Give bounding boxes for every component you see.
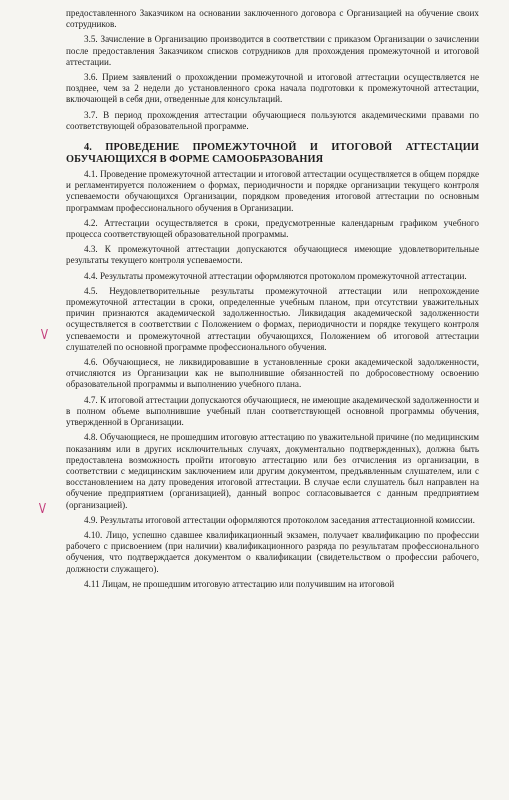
paragraph-3-7: 3.7. В период прохождения аттестации обучающиеся пользуются академическими правами по соответствующей образовательной программе. <box>66 109 479 131</box>
paragraph-4-9: 4.9. Результаты итоговой аттестации оформляются протоколом заседания аттестационной комиссии. <box>84 514 475 525</box>
paragraph-continuation: предоставленного Заказчиком на основании заключенного договора с Организацией на обучение своих сотрудников. <box>66 8 479 30</box>
paragraph-4-5: 4.5. Неудовлетворительные результаты промежуточной аттестации или непрохождение промежуточной аттестации в сроки, определенные учебным планом, при отсутствии уважительных причин признаются академической задолженностью. Ликвидация академической задолженности осуществляется в соответствии с Положением о формах, периодичности и порядке текущего контроля успеваемости и промежуточной аттестации обучающихся, Положением об итоговой аттестации слушателей по основной программе профессионального обучения. <box>66 285 479 352</box>
paragraph-3-6: 3.6. Прием заявлений о прохождении промежуточной и итоговой аттестации осуществляется не позднее, чем за 2 недели до установленного срока начала подготовки к промежуточной аттестации, включающей в себя дни, отведенные для консультаций. <box>66 72 479 105</box>
paragraph-4-11: 4.11 Лицам, не прошедшим итоговую аттестацию или получившим на итоговой <box>84 578 395 589</box>
paragraph-4-2: 4.2. Аттестации осуществляется в сроки, предусмотренные календарным графиком учебного процесса соответствующей образовательной программы. <box>66 217 479 240</box>
paragraph-3-5: 3.5. Зачисление в Организацию производится в соответствии с приказом Организации о зачислении после предоставления Заказчиком списков сотрудников для прохождения промежуточной и итоговой аттестации. <box>66 34 479 67</box>
paragraph-4-8: 4.8. Обучающиеся, не прошедшим итоговую аттестацию по уважительной причине (по медицинским показаниям или в других исключительных случаях, документально подтвержденных), должна быть предоставлена возможность пройти итоговую аттестацию или без отчисления из организации, в соответствии с медицинским заключением или другим документом, предъявленным слушателем, или с восстановлением на дату проведения итоговой аттестации. В случае если слушатель был направлен на обучение предприятием (организацией), данный вопрос согласовывается с данным предприятием (организацией). <box>66 432 479 510</box>
paragraph-4-6: 4.6. Обучающиеся, не ликвидировавшие в установленные сроки академической задолженности, отчисляются из Организации как не выполнившие обязанностей по добросовестному освоению образовательной программы и выполнению учебного плана. <box>66 357 479 390</box>
paragraph-4-3: 4.3. К промежуточной аттестации допускаются обучающиеся имеющие удовлетворительные результаты текущего контроля успеваемости. <box>66 244 479 266</box>
margin-check-mark: V <box>40 328 49 343</box>
section-heading: 4. ПРОВЕДЕНИЕ ПРОМЕЖУТОЧНОЙ И ИТОГОВОЙ АТТЕСТАЦИИ ОБУЧАЮЩИХСЯ В ФОРМЕ САМООБРАЗОВАНИЯ <box>66 142 479 166</box>
paragraph-4-7: 4.7. К итоговой аттестации допускаются обучающиеся, не имеющие академической задолженности и в полном объеме выполнившие учебный план соответствующей основной программы обучения, утвержденной в Организации. <box>66 394 479 428</box>
paragraph-4-10: 4.10. Лицо, успешно сдавшее квалификационный экзамен, получает квалификацию по профессии рабочего с присвоением (при наличии) квалификационного разряда по результатам профессионального обучения, что подтверждается документом о квалификации (свидетельством о профессии рабочего, должности служащего). <box>66 529 479 574</box>
paragraph-4-4: 4.4. Результаты промежуточной аттестации оформляются протоколом промежуточной аттестации. <box>84 270 467 281</box>
margin-check-mark: V <box>38 502 47 517</box>
paragraph-4-1: 4.1. Проведение промежуточной аттестации и итоговой аттестации осуществляется в общем порядке и регламентируется положением о формах, периодичности и порядке организации текущего контроля успеваемости обучающихся Организации, порядком проведения итоговой аттестации по основным программам профессионального обучения в Организации. <box>66 169 479 213</box>
